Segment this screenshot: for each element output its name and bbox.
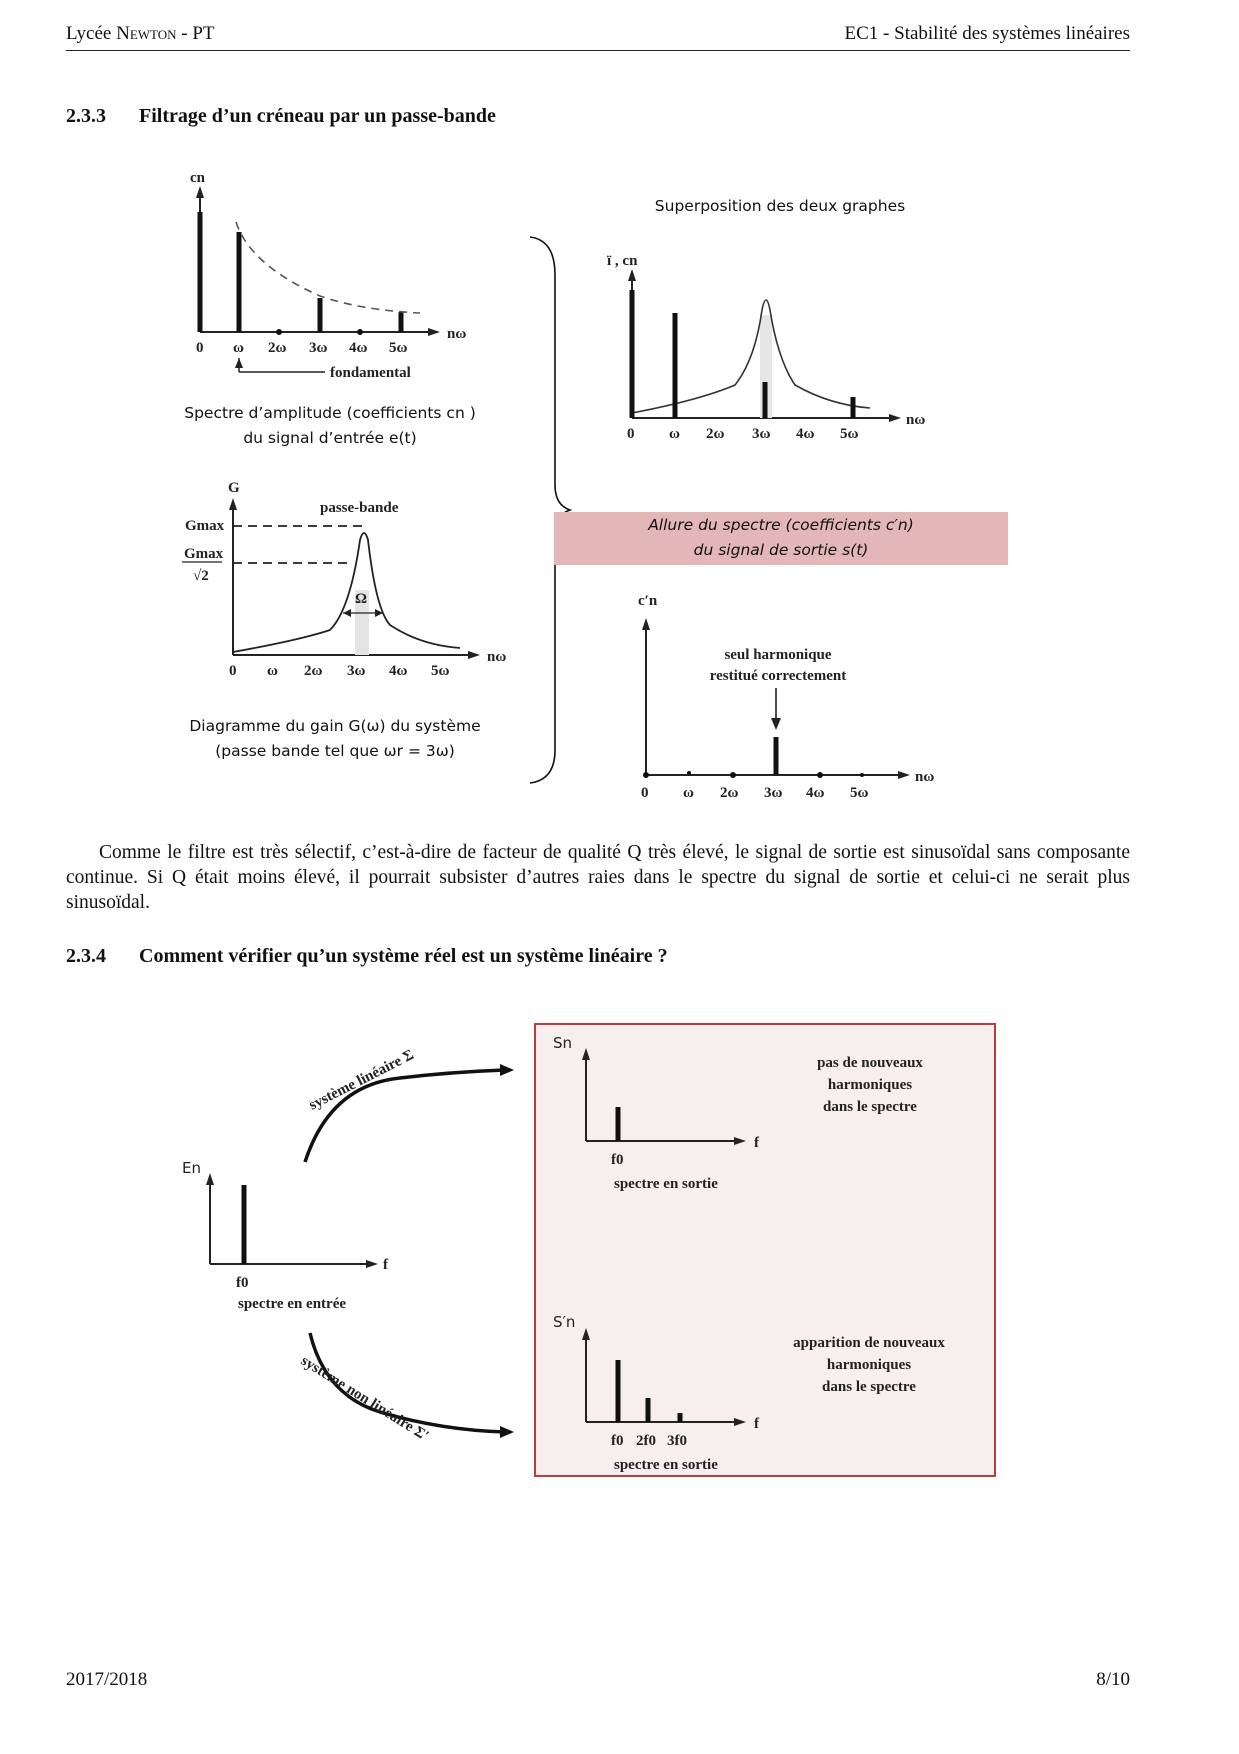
output-tick-3: 3ω [764,785,783,801]
super-y-arrow-icon [628,269,636,281]
linear-out-tick-f0: f0 [611,1152,624,1168]
output-x-arrow-icon [898,771,910,779]
output-spectrum-highlight [554,512,1008,565]
entry-x-arrow-icon [366,1260,378,1268]
output-spectrum-chart [638,593,934,801]
nonlinear-note-line3: dans le spectre [822,1379,916,1395]
gain-tick-3: 3ω [347,663,366,679]
input-tick-1: ω [233,340,244,356]
linear-arrow-label: système linéaire Σ [306,1046,417,1114]
gain-tick-2: 2ω [304,663,323,679]
input-ylabel: cn [190,170,205,186]
nonlinear-note-line1: apparition de nouveaux [793,1335,945,1351]
superposition-chart [607,253,925,442]
input-tick-3: 3ω [309,340,328,356]
header-right: EC1 - Stabilité des systèmes linéaires [844,23,1130,44]
gain-caption-line1: Diagramme du gain G(ω) du système [189,717,481,735]
output-xlabel: nω [915,769,935,785]
linear-out-xlabel: f [754,1135,759,1151]
output-tick-2: 2ω [720,785,739,801]
gain-caption-line2: (passe bande tel que ωr = 3ω) [215,742,455,760]
output-tick-5: 5ω [850,785,869,801]
gain-tick-4: 4ω [389,663,408,679]
linear-out-x-arrow-icon [734,1137,746,1145]
gain-ylabel: G [228,480,240,496]
entry-spectrum-chart [182,1159,389,1312]
footer-page-number: 8/10 [1096,1669,1130,1690]
header-school-prefix: Lycée [66,23,117,44]
input-tick-0: 0 [196,340,204,356]
superposition-title: Superposition des deux graphes [654,197,906,215]
nonlinear-out-tick-2f0: 2f0 [636,1433,656,1449]
output-pointer-arrow-icon [771,718,781,730]
nonlinear-note-line2: harmoniques [826,1357,912,1373]
header-school-name: Newton [116,23,177,44]
linear-arrow-head-icon [500,1064,514,1076]
gain-tick-5: 5ω [431,663,450,679]
body-paragraph: Comme le filtre est très sélectif, c’est-à-dire de facteur de qualité Q très élevé, le signal de sortie est sinusoïdal sans composante continue. Si Q était moins élevé, il pourrait subsister d’autres raies dans le spectre du signal de sortie et celui-ci ne serait plus sinusoïdal. [66,842,1130,913]
nonlinear-out-x-arrow-icon [734,1418,746,1426]
nonlinear-out-xlabel: f [754,1416,759,1432]
input-y-arrow-icon [196,186,204,198]
bandwidth-left-arrow-icon [343,609,351,617]
nonlinear-arrow-label: système non linéaire Σ′ [297,1352,432,1445]
entry-y-arrow-icon [206,1173,214,1185]
input-tick-5: 5ω [389,340,408,356]
linear-note-line3: dans le spectre [823,1099,917,1115]
section-title: Filtrage d’un créneau par un passe-bande [139,105,496,127]
input-caption-line1: Spectre d’amplitude (coefficients cn ) [184,404,476,422]
output-y-arrow-icon [642,618,650,630]
super-tick-4: 4ω [796,426,815,442]
super-tick-5: 5ω [840,426,859,442]
gain-gmax-den: √2 [193,568,209,584]
input-xlabel: nω [447,326,467,342]
output-annot-line1: seul harmonique [724,647,832,663]
highlight-line1: Allure du spectre (coefficients c′n) [648,516,914,534]
super-gain-curve [632,300,870,413]
super-tick-1: ω [669,426,680,442]
super-tick-2: 2ω [706,426,725,442]
output-tick-1: ω [683,785,694,801]
input-x-arrow-icon [428,328,440,336]
super-xlabel: nω [906,412,926,428]
section-title: Comment vérifier qu’un système réel est un système linéaire ? [139,945,668,967]
figure-linearity-test [0,990,1239,1510]
input-caption-line2: du signal d’entrée e(t) [243,429,417,447]
super-ylabel: ï , cn [607,253,638,269]
footer-year: 2017/2018 [66,1669,148,1690]
section-number: 2.3.4 [66,945,106,967]
linear-out-caption: spectre en sortie [614,1176,718,1192]
entry-tick-f0: f0 [236,1275,249,1291]
entry-caption: spectre en entrée [238,1296,347,1312]
section-number: 2.3.3 [66,105,106,127]
fundamental-arrow-icon [235,358,243,368]
section-heading-234 [66,945,668,968]
input-spectrum-chart [190,170,466,381]
gain-diagram-chart [182,480,506,679]
nonlinear-arrow-head-icon [500,1426,514,1438]
fundamental-label: fondamental [330,365,411,381]
super-tick-0: 0 [627,426,635,442]
nonlinear-out-ylabel: S′n [553,1313,576,1331]
linear-out-ylabel: Sn [553,1034,573,1052]
linear-out-y-arrow-icon [582,1048,590,1060]
input-spectrum-caption [160,401,500,451]
input-tick-4: 4ω [349,340,368,356]
gain-gmax-num: Gmax [184,546,224,562]
header-class: - PT [176,23,215,44]
output-ylabel: c′n [638,593,658,609]
linear-note-line2: harmoniques [827,1077,913,1093]
gain-gmax-label: Gmax [185,518,225,534]
bandwidth-label: Ω [355,591,368,607]
input-dot-2 [276,329,282,335]
input-envelope [236,222,420,313]
entry-xlabel: f [383,1257,388,1273]
gain-tick-1: ω [267,663,278,679]
gain-caption [165,714,505,764]
gain-x-arrow-icon [468,651,480,659]
output-tick-0: 0 [641,785,649,801]
nonlinear-out-tick-3f0: 3f0 [667,1433,687,1449]
gain-xlabel: nω [487,649,507,665]
gain-filter-label: passe-bande [320,500,399,516]
nonlinear-out-y-arrow-icon [582,1328,590,1340]
entry-ylabel: En [182,1159,201,1177]
output-annot-line2: restitué correctement [709,668,847,684]
super-x-arrow-icon [889,414,901,422]
input-dot-4 [357,329,363,335]
nonlinear-output-chart [553,1313,945,1473]
nonlinear-out-caption: spectre en sortie [614,1457,718,1473]
gain-y-arrow-icon [229,498,237,510]
input-tick-2: 2ω [268,340,287,356]
highlight-line2: du signal de sortie s(t) [693,541,869,559]
grouping-brace [530,237,570,783]
nonlinear-out-tick-f0: f0 [611,1433,624,1449]
output-tick-4: 4ω [806,785,825,801]
super-tick-3: 3ω [752,426,771,442]
gain-tick-0: 0 [229,663,237,679]
linear-note-line1: pas de nouveaux [817,1055,923,1071]
linear-output-chart [553,1034,923,1192]
gain-curve [233,533,460,652]
